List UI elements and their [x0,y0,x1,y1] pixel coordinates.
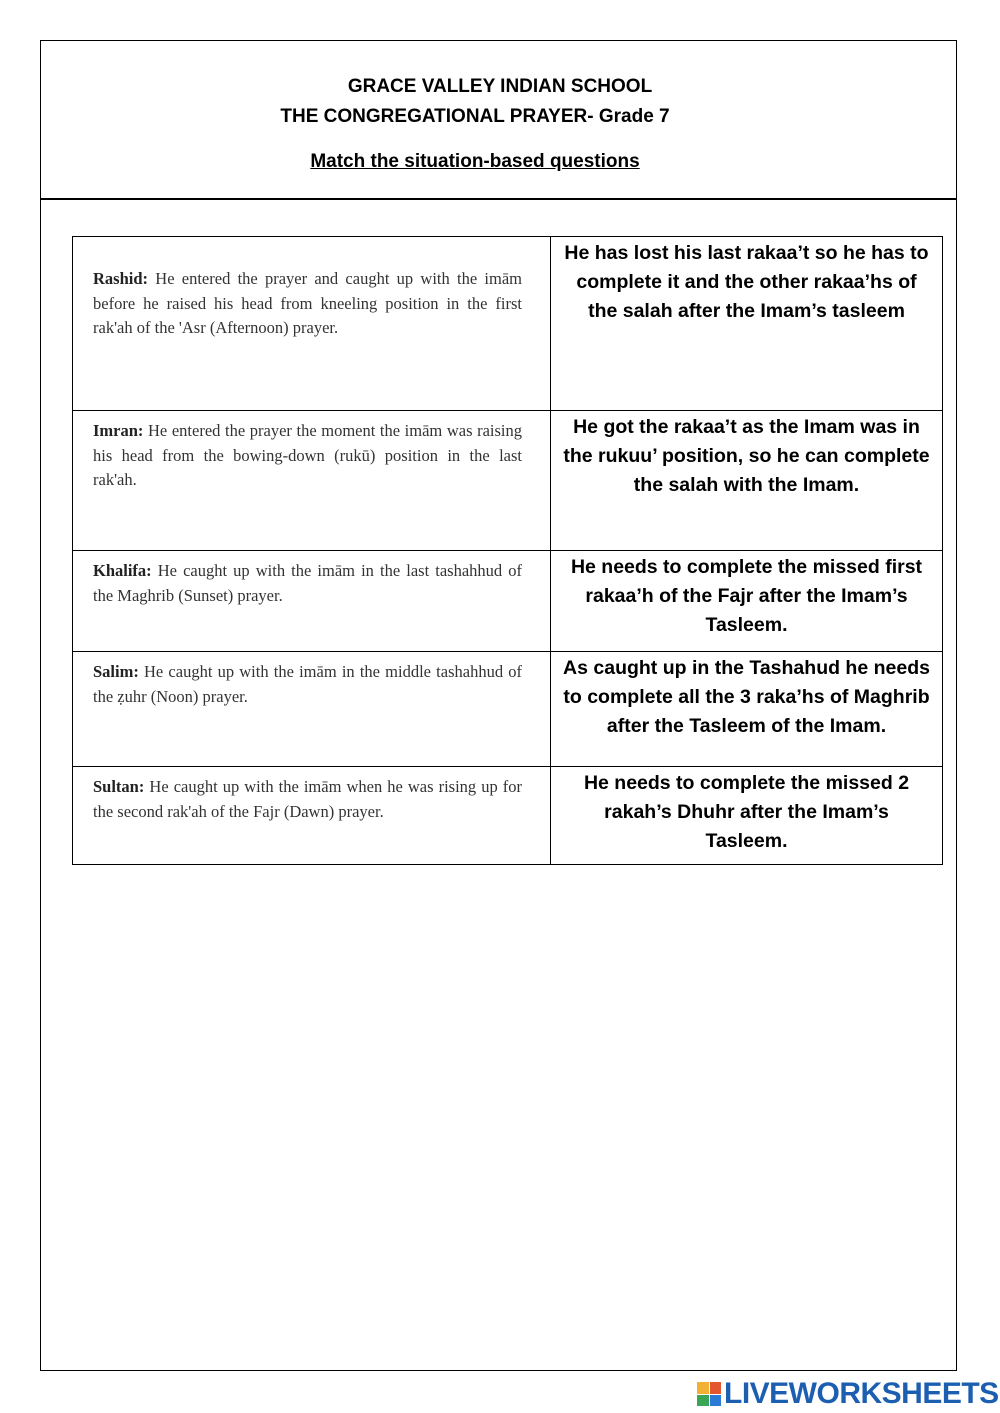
logo-tile [710,1382,722,1394]
person-name: Imran: [93,421,144,440]
logo-tile [697,1382,709,1394]
situation-text: He caught up with the imām when he was rising up for the second rak'ah of the Fajr (Dawn) prayer. [93,777,522,821]
situation-cell [73,237,551,411]
person-name: Rashid: [93,269,149,288]
person-name: Salim: [93,662,139,681]
situation-text: He entered the prayer and caught up with the imām before he raised his head from kneeling position in the first rak'ah of the 'Asr (Afternoon) prayer. [93,269,522,337]
situation-text: He caught up with the imām in the middle tashahhud of the ẓuhr (Noon) prayer. [93,662,522,706]
instruction-heading: Match the situation-based questions [310,151,640,172]
header-divider [40,198,957,200]
answer-text: He got the rakaa’t as the Imam was in the rukuu’ position, so he can complete the salah with the Imam. [563,416,930,496]
table-row [73,237,943,411]
answer-cell[interactable] [551,237,943,411]
worksheet-title: THE CONGREGATIONAL PRAYER- Grade 7 [280,106,670,127]
situation-cell [73,767,551,865]
logo-tile [697,1395,709,1407]
situation-text: He entered the prayer the moment the imām was raising his head from the bowing-down (rukū) position in the last rak'ah. [93,421,522,489]
answer-cell[interactable] [551,411,943,551]
situation-cell [73,652,551,767]
situation-text: He caught up with the imām in the last tashahhud of the Maghrib (Sunset) prayer. [93,561,522,605]
table-row [73,767,943,865]
answer-text: He has lost his last rakaa’t so he has to complete it and the other rakaa’hs of the salah after the Imam’s tasleem [564,242,929,322]
situation-cell [73,411,551,551]
answer-cell[interactable] [551,767,943,865]
answer-cell[interactable] [551,551,943,652]
situation-cell [73,551,551,652]
logo-tile [710,1395,722,1407]
table-row [73,411,943,551]
answer-text: He needs to complete the missed first rakaa’h of the Fajr after the Imam’s Tasleem. [570,556,923,636]
brand-name: LIVEWORKSHEETS [724,1377,999,1410]
answer-text: As caught up in the Tashahud he needs to complete all the 3 raka’hs of Maghrib after the Tasleem of the Imam. [563,657,930,737]
liveworksheets-logo[interactable] [697,1375,999,1413]
logo-icon [697,1382,721,1406]
person-name: Khalifa: [93,561,152,580]
table-row [73,652,943,767]
answer-text: He needs to complete the missed 2 rakah’s Dhuhr after the Imam’s Tasleem. [583,772,910,852]
matching-table [72,236,943,865]
answer-cell[interactable] [551,652,943,767]
school-name: GRACE VALLEY INDIAN SCHOOL [347,76,653,97]
table-row [73,551,943,652]
person-name: Sultan: [93,777,145,796]
